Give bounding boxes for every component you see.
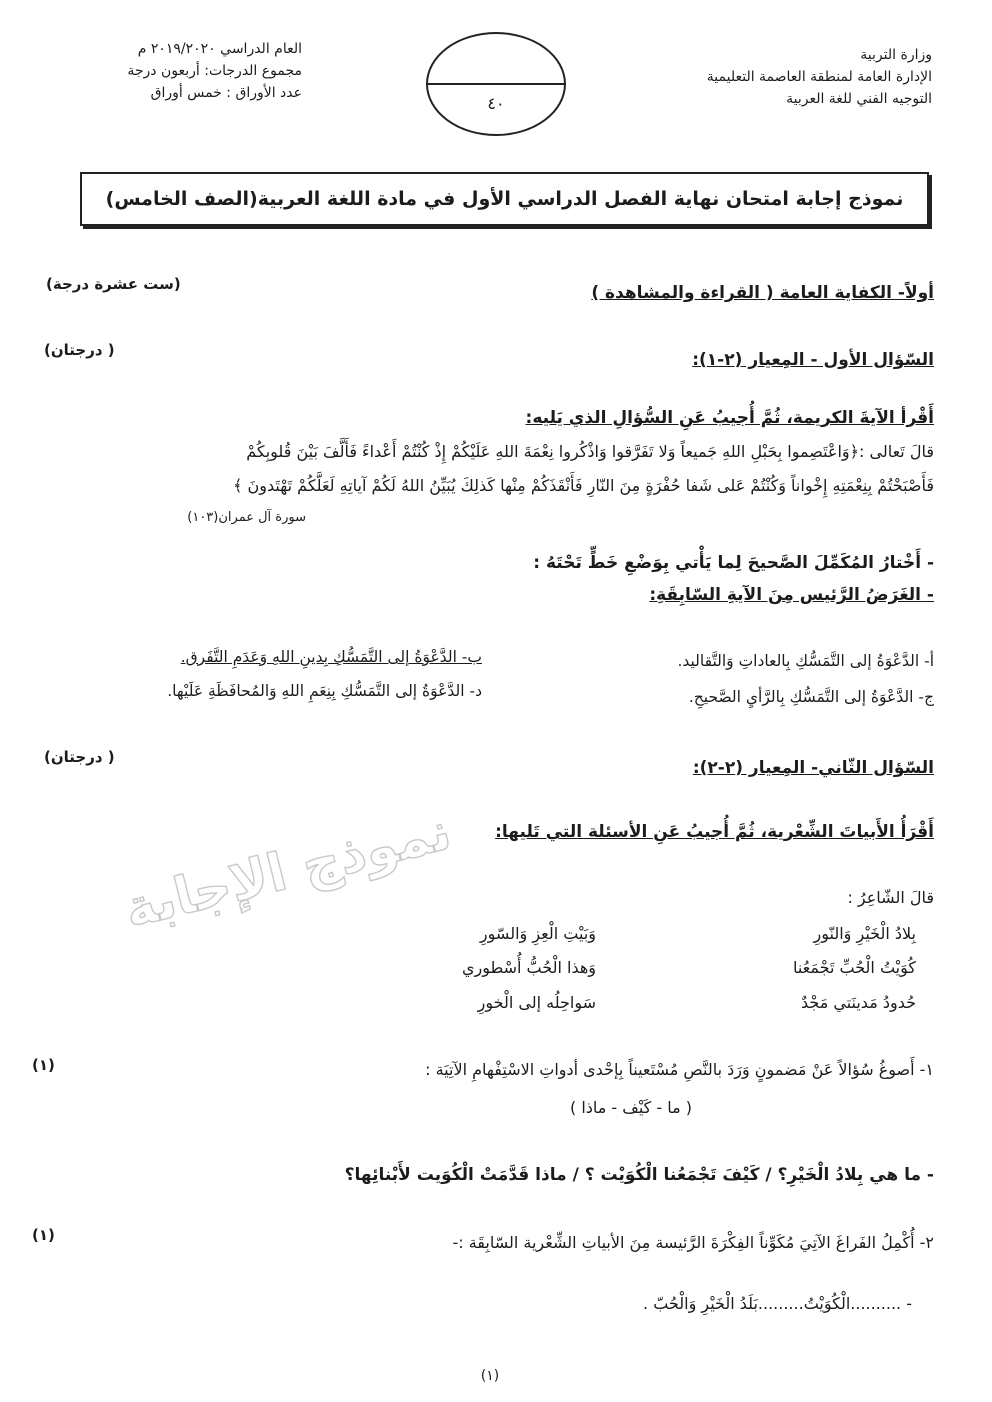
item2-mark: (١) xyxy=(32,1226,55,1244)
verse-line-2: فَأَصْبَحْتُمْ بِنِعْمَتِهِ إِخْواناً وَكُنْتُمْ عَلى شَفا حُفْرَةٍ مِنَ النّارِ فَأَنْقَذَكُمْ مِنْها كَذلِكَ يُبَيِّنُ اللهُ لَكُمْ آياتِهِ لَعَلَّكُمْ تَهْتَدونَ ﴾ xyxy=(233,476,934,495)
question2-instruction: أَقْرَأُ الأَبياتَ الشِّعْرية، ثُمَّ أُجيبُ عَنِ الأسئلة التي تَليها: xyxy=(495,822,934,842)
option-a: أ- الدَّعْوَةُ إلى التَّمَسُّكِ بِالعاداتِ وَالتَّقاليد. xyxy=(677,652,934,670)
poem-verse-2-left: وَهذا الْحُبُّ أُسْطوري xyxy=(461,958,596,977)
exam-info-header xyxy=(62,38,302,104)
option-b-correct: ب- الدَّعْوَةُ إلى التَّمَسُّكِ بِدينِ اللهِ وَعَدَمِ التَّفَرق. xyxy=(180,648,482,666)
section-marks: (ست عشرة درجة) xyxy=(46,275,181,293)
sheet-count: عدد الأوراق : خمس أوراق xyxy=(150,85,302,101)
item1-answer: - ما هي بِلادُ الْخَيْرِ؟ / كَيْفَ تَجْمَعُنا الْكُوَيْت ؟ / ماذا قَدَّمَتْ الْكُوَيت لأَبْنائِها؟ xyxy=(344,1165,934,1185)
question1-marks: ( درجتان) xyxy=(44,341,115,359)
poem-verse-3-right: حُدودُ مَدينَتي مَجْدٌ xyxy=(800,993,916,1012)
poet-label: قالَ الشّاعِرُ : xyxy=(847,888,934,907)
option-c: ج- الدَّعْوَةُ إلى التَّمَسُّكِ بِالرَّأيِ الصَّحيحِ. xyxy=(688,688,934,706)
exam-title: نموذج إجابة امتحان نهاية الفصل الدراسي الأول في مادة اللغة العربية(الصف الخامس) xyxy=(80,172,929,226)
option-d: د- الدَّعْوَةُ إلى التَّمَسُّكِ بِنِعَمِ اللهِ وَالمُحافَظَةِ عَلَيْها. xyxy=(167,682,482,700)
score-circle xyxy=(426,32,566,136)
question1-instruction: أَقْرأ الآيةَ الكريمة، ثُمَّ أُجيبُ عَنِ السُّؤالِ الذي يَليه: xyxy=(525,408,934,428)
directorate-name: الإدارة العامة لمنطقة العاصمة التعليمية xyxy=(706,69,932,85)
section-heading: أولاً- الكفاية العامة ( القراءة والمشاهدة ) xyxy=(591,283,934,303)
item1-tools: ( ما - كَيْف - ماذا ) xyxy=(569,1098,692,1117)
score-total: ٤٠ xyxy=(487,94,505,113)
poem-verse-3-left: سَواحِلُه إلى الْخورِ xyxy=(477,993,596,1012)
question1-subquestion: - الغَرَضُ الرَّئيس مِنَ الآيةِ السّابِقَةِ: xyxy=(649,585,934,605)
ministry-header xyxy=(632,44,932,110)
question1-heading: السّؤال الأول - المِعيار (٢-١): xyxy=(692,350,934,370)
verse-source: سورة آل عمران(١٠٣) xyxy=(187,510,306,525)
poem-verse-1-left: وَبَيْتِ الْعِزِ وَالسّورِ xyxy=(479,924,596,943)
poem-verse-2-right: كُوَيْتُ الْحُبِّ تَجْمَعُنا xyxy=(792,958,916,977)
item1-mark: (١) xyxy=(32,1056,55,1074)
total-marks: مجموع الدرجات: أربعون درجة xyxy=(127,63,302,79)
answer-key-watermark: نموذج الإجابة xyxy=(118,801,457,941)
question1-task: - أَخْتارُ المُكَمِّلَ الصَّحيحَ لِما يَأْتي بِوَضْعِ خَطٍّ تَحْتَهُ : xyxy=(533,553,934,573)
ministry-name: وزارة التربية xyxy=(860,47,932,63)
academic-year: العام الدراسي ٢٠١٩/٢٠٢٠ م xyxy=(137,41,302,57)
verse-line-1: قالَ تَعالى :﴿وَاعْتَصِموا بِحَبْلِ اللهِ جَميعاً وَلا تَفَرَّقوا وَاذْكُروا نِعْمَةَ اللهِ عَلَيْكُمْ إِذْ كُنْتُمْ أَعْداءً فَأَلَّفَ بَيْنَ قُلوبِكُمْ xyxy=(246,442,934,461)
department-name: التوجيه الفني للغة العربية xyxy=(786,91,932,107)
question2-marks: ( درجتان) xyxy=(44,748,115,766)
item2-text: ٢- أُكْمِلُ الفَراغَ الآتِيَ مُكَوِّناً الفِكْرَةَ الرَّئيسة مِنَ الأبياتِ الشِّعْرية السّابِقَة :- xyxy=(452,1233,934,1252)
page-number: (١) xyxy=(480,1368,500,1384)
poem-verse-1-right: بِلادُ الْخَيْرِ وَالنّورِ xyxy=(813,924,916,943)
item2-answer: - ..........الْكُوَيْتُ.........بَلَدُ الْخَيْرِ وَالْحُبّ . xyxy=(643,1294,912,1313)
score-divider xyxy=(428,83,564,85)
question2-heading: السّؤال الثّاني- المِعيار (٢-٢): xyxy=(692,758,934,778)
item1-text: ١- أَصوغُ سُؤالاً عَنْ مَضمونٍ وَرَدَ بالنَّصِ مُسْتَعيناً بِإحْدى أدواتِ الاسْتِفْهامِ الآتِيَة : xyxy=(425,1060,934,1079)
